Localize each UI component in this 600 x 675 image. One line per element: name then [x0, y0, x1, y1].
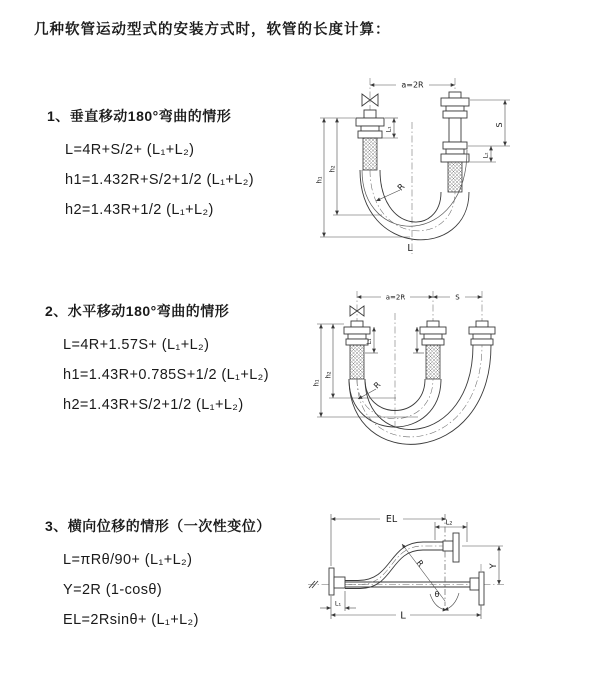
right-pipe-phantom: [469, 321, 495, 345]
hose-s-curve: [345, 542, 443, 589]
diagram-2-svg: [308, 283, 576, 465]
dim-s-label: S: [495, 122, 504, 128]
dim-s-label: S: [455, 293, 460, 302]
dim-a2r: [370, 81, 455, 90]
formula-line: h1=1.43R+0.785S+1/2 (L₁+L₂): [63, 367, 269, 383]
dim-a2r: [357, 294, 433, 302]
dim-s: [433, 294, 482, 302]
dim-h1-label: h₁: [312, 379, 321, 387]
upper-flange: [443, 533, 459, 562]
radius-label: R: [414, 558, 426, 569]
formula-line: L=4R+1.57S+ (L₁+L₂): [63, 337, 210, 353]
formula-line: EL=2Rsinθ+ (L₁+L₂): [63, 612, 199, 628]
left-pipe: [356, 110, 384, 170]
diagram-vertical-u-bend: [310, 70, 560, 263]
diagram-3-svg: [296, 498, 586, 663]
section-3-formulas: [63, 545, 271, 635]
section-2-formulas: [63, 330, 269, 420]
radius-callout: [376, 182, 407, 201]
dim-h2-label: h₂: [324, 371, 333, 379]
left-flange: [329, 568, 345, 595]
section-1-heading: [47, 106, 254, 126]
braid-section: [363, 138, 377, 170]
section-3: [45, 516, 271, 635]
diagram-lateral-displacement: [296, 498, 586, 668]
section-1-number: 1、: [47, 108, 70, 124]
centerlines: [357, 291, 482, 431]
braid-section: [448, 162, 462, 192]
diagram-horizontal-u-bend: [308, 283, 576, 470]
centerlines: [308, 514, 504, 610]
formula-line: h1=1.432R+S/2+1/2 (L₁+L₂): [65, 172, 255, 188]
dim-a2r-label: a=2R: [401, 80, 424, 90]
formula-line: L=πRθ/90+ (L₁+L₂): [63, 552, 193, 568]
page-title: 几种软管运动型式的安装方式时，软管的长度计算：: [34, 22, 391, 38]
dim-l1-label: L₁: [366, 338, 373, 345]
hose-curves: [349, 345, 491, 444]
section-2: [45, 301, 269, 420]
dim-el: [331, 514, 446, 569]
dim-l2: [435, 519, 467, 543]
dim-h1-label: h₁: [315, 176, 324, 184]
section-1: [47, 106, 254, 225]
dim-el-label: EL: [385, 514, 398, 525]
section-3-number: 3、: [45, 518, 68, 534]
formula-line: L=4R+S/2+ (L₁+L₂): [65, 142, 195, 158]
dim-l1-label: L₁: [384, 126, 393, 133]
right-pipe: [441, 92, 469, 192]
radius-callout: [358, 380, 383, 399]
formula-line: Y=2R (1-cosθ): [63, 582, 163, 598]
dim-l2: [470, 146, 496, 162]
dim-l1-label: L₁: [334, 599, 342, 608]
dim-a2r-label: a=2R: [385, 293, 406, 302]
section-2-number: 2、: [45, 303, 68, 319]
section-2-heading: [45, 301, 269, 321]
angle-label: θ: [434, 590, 440, 599]
radius-label: R: [395, 181, 408, 194]
section-3-heading: [45, 516, 271, 536]
dim-h2-label: h₂: [328, 165, 337, 173]
dim-y: [489, 546, 499, 585]
radius-label: R: [372, 380, 383, 391]
braid-section: [350, 345, 364, 379]
section-1-formulas: [65, 135, 254, 225]
middle-pipe: [420, 321, 446, 379]
formula-line: h2=1.43R+S/2+1/2 (L₁+L₂): [63, 397, 244, 413]
dim-l-label: L: [400, 610, 406, 622]
dim-l: [331, 596, 481, 622]
dim-l1: [320, 591, 356, 611]
right-flange: [470, 572, 484, 605]
length-label: L: [407, 243, 413, 254]
dim-l2-label: L₂: [481, 152, 490, 159]
section-2-title: 水平移动180°弯曲的情形: [67, 303, 230, 319]
left-pipe: [344, 321, 370, 379]
formula-line: h2=1.43R+1/2 (L₁+L₂): [65, 202, 214, 218]
dim-y-label: Y: [489, 563, 499, 569]
section-3-title: 横向位移的情形（一次性变位）: [67, 518, 271, 534]
dim-s: [468, 100, 510, 146]
dim-l2-label: L₂: [445, 518, 453, 527]
section-1-title: 垂直移动180°弯曲的情形: [69, 108, 232, 124]
braid-section: [426, 345, 440, 379]
diagram-1-svg: [310, 70, 560, 258]
